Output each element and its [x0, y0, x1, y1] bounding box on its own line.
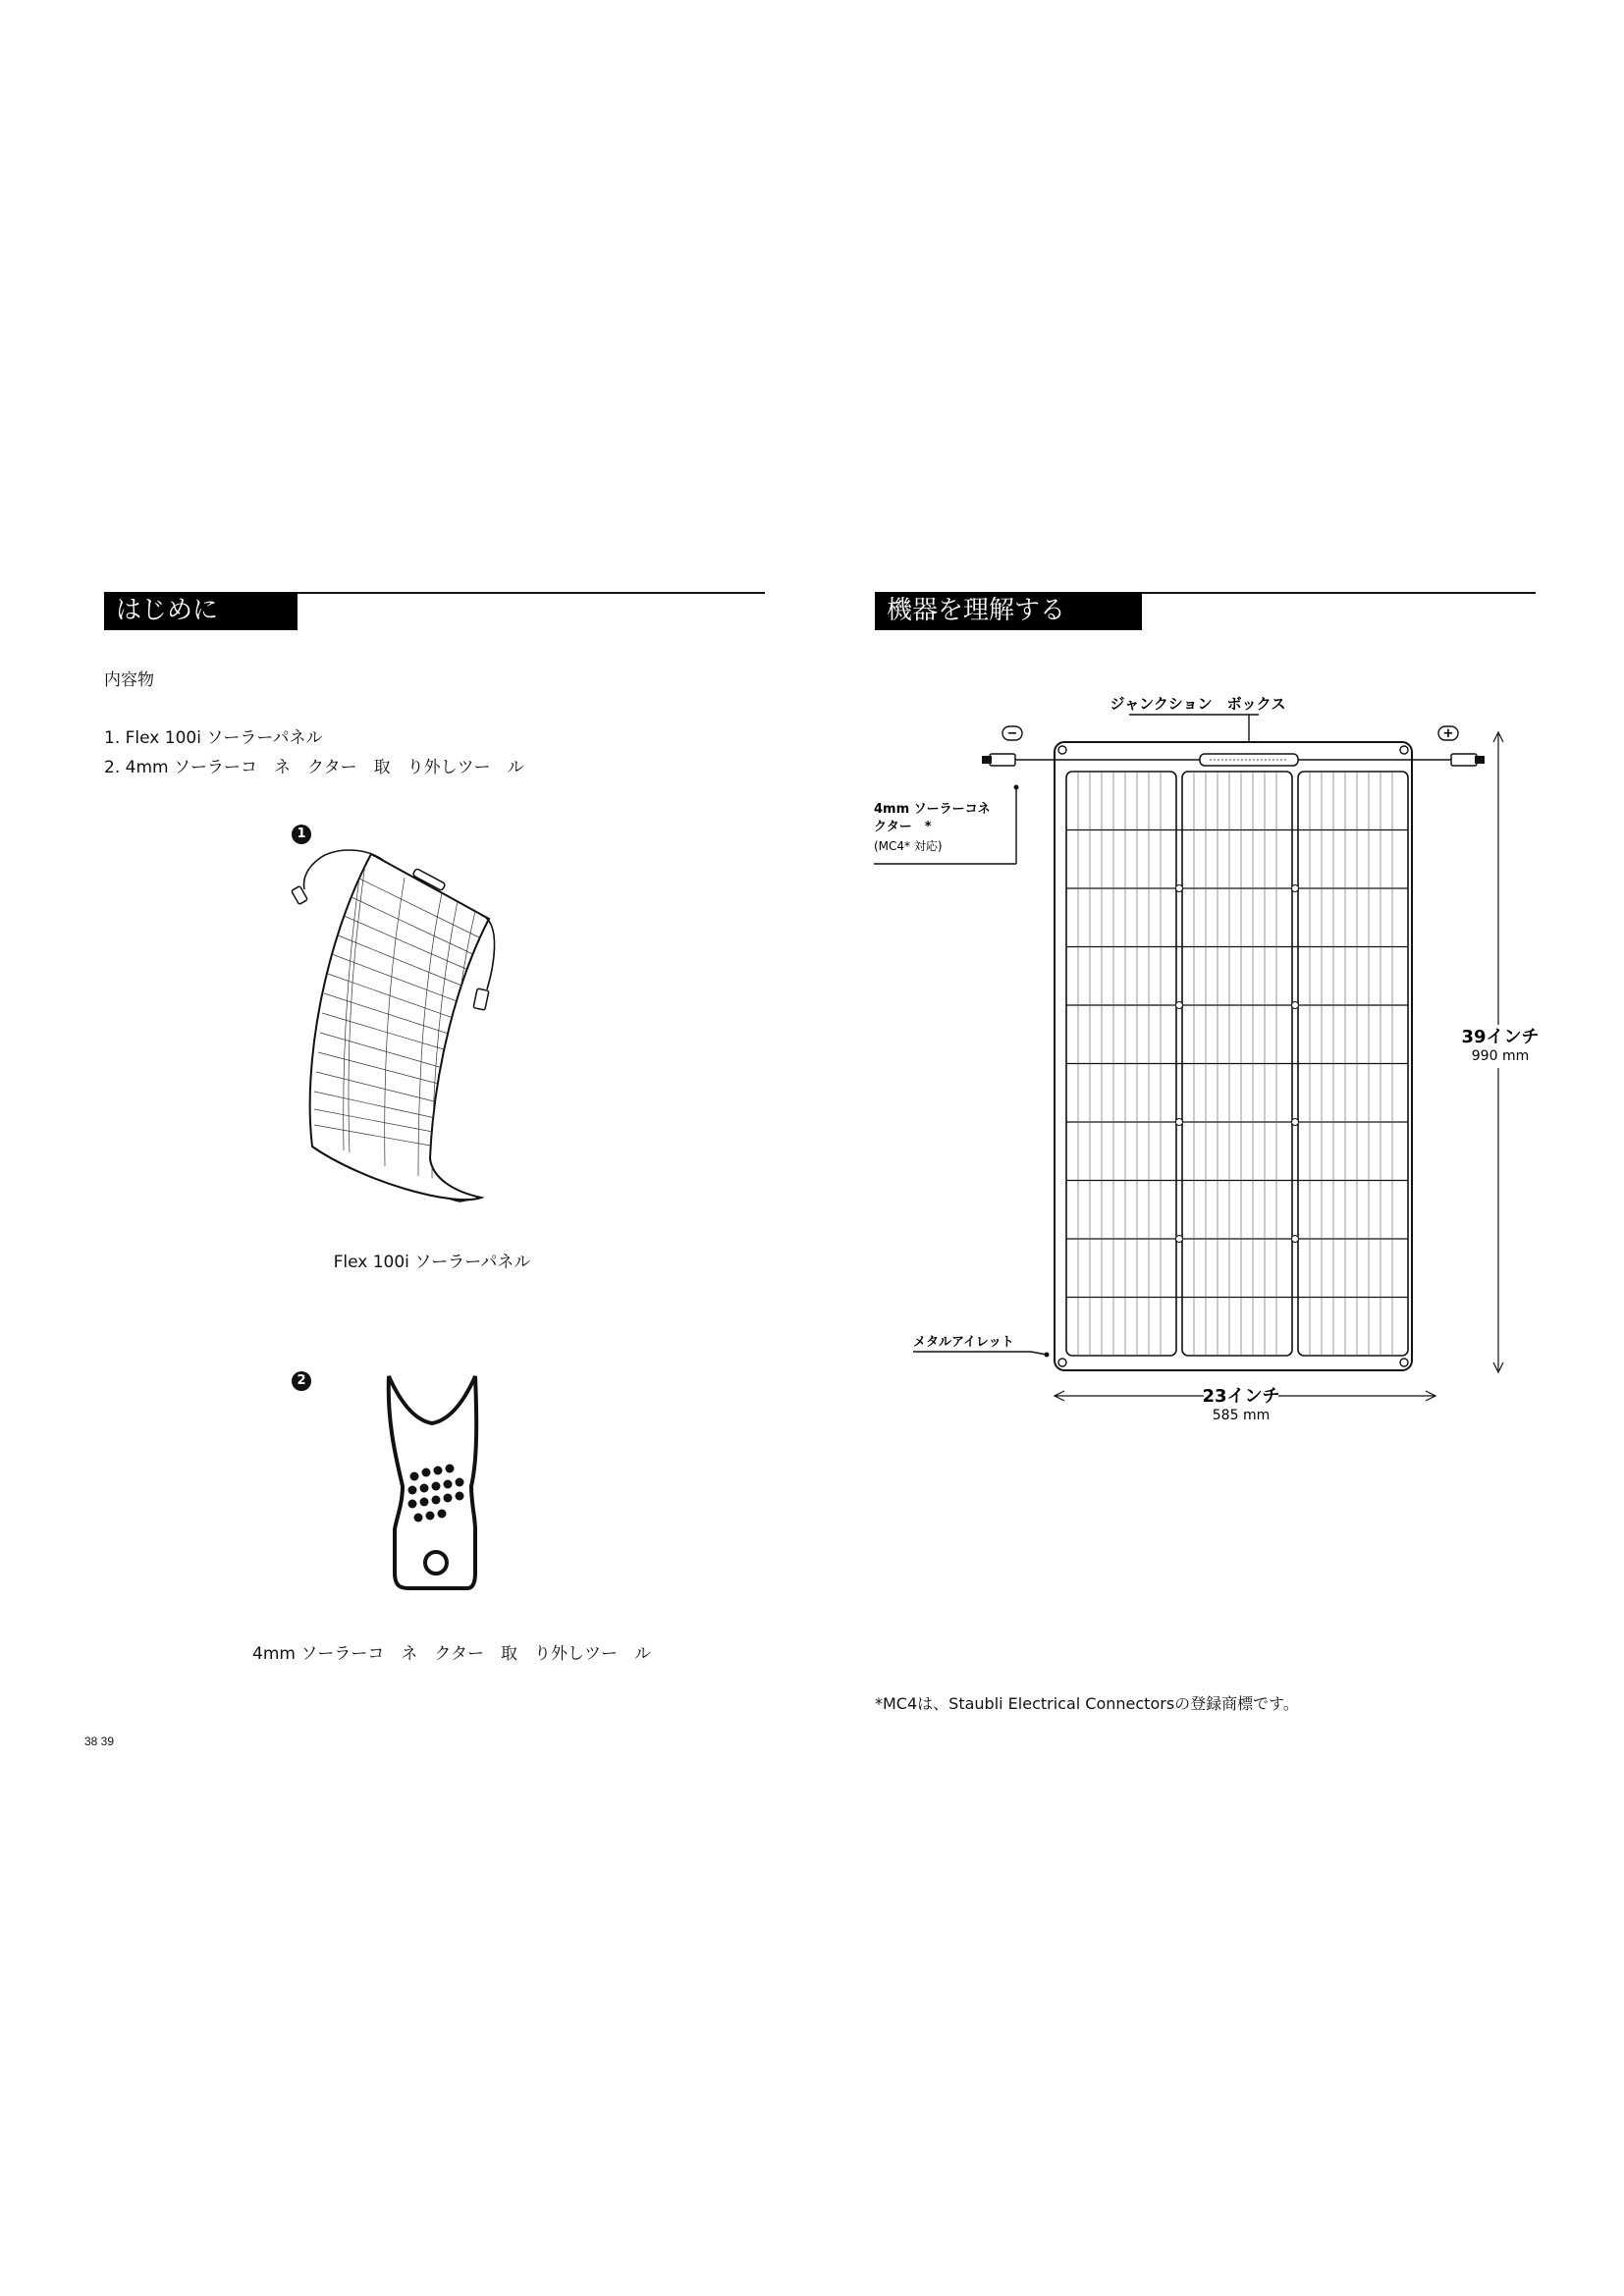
solar-panel-diagram — [864, 687, 1571, 1453]
item-2-badge: 2 — [292, 1371, 311, 1391]
item-1-badge: 1 — [292, 825, 311, 844]
item-2-caption: 4mm ソーラーコ ネ クター 取 り外しツー ル — [252, 1644, 651, 1664]
right-section-title: 機器を理解する — [875, 592, 1142, 630]
left-section-title: はじめに — [104, 592, 298, 630]
flexible-solar-panel-illustration — [285, 832, 579, 1245]
junction-box-label: ジャンクション ボックス — [1110, 695, 1286, 713]
width-inches: 23インチ — [1202, 1386, 1280, 1407]
connector-compat-label: (MC4* 対応) — [874, 839, 943, 853]
width-mm: 585 mm — [1212, 1408, 1271, 1423]
connector-removal-tool-illustration — [373, 1364, 491, 1620]
left-section-header — [104, 592, 765, 630]
trademark-footnote: *MC4は、Staubli Electrical Connectorsの登録商標です。 — [875, 1694, 1299, 1713]
negative-connector — [990, 754, 1015, 766]
contents-title: 内容物 — [104, 670, 154, 690]
page-numbers: 38 39 — [84, 1735, 115, 1748]
height-inches: 39インチ — [1461, 1027, 1540, 1047]
height-mm: 990 mm — [1471, 1048, 1530, 1064]
right-section-header — [875, 592, 1536, 630]
connector-label-line1: 4mm ソーラーコネ — [874, 802, 991, 817]
contents-item-1: 1. Flex 100i ソーラーパネル — [104, 728, 323, 748]
contents-item-2: 2. 4mm ソーラーコ ネ クター 取 り外しツー ル — [104, 758, 524, 777]
minus-sign: − — [1006, 726, 1018, 741]
plus-sign: + — [1442, 726, 1454, 741]
eyelet-label: メタルアイレット — [913, 1335, 1014, 1350]
item-1-caption: Flex 100i ソーラーパネル — [333, 1253, 531, 1272]
connector-label-line2: クター * — [874, 820, 932, 834]
positive-connector — [1451, 754, 1477, 766]
